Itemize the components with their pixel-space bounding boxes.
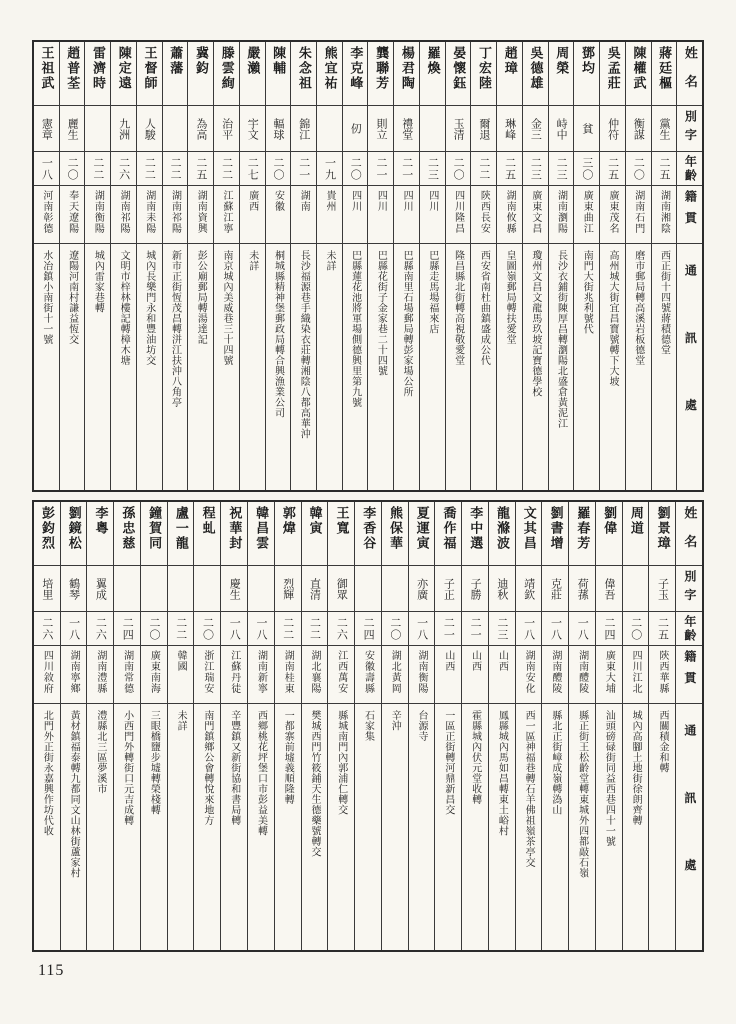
directory-table-upper <box>32 40 704 492</box>
header-native-place-label: 籍貫 <box>683 190 698 234</box>
person-name: 雷濟時 <box>91 46 107 91</box>
person-age: 二一 <box>374 156 387 181</box>
person-address: 瓊州文昌文龍馬玖坡記寶德學校 <box>529 250 541 397</box>
person-age: 二三 <box>426 156 439 181</box>
person-address: 西鄉桃花坪堡口市彭益美轉 <box>255 710 267 836</box>
person-column <box>34 502 60 950</box>
person-column <box>167 502 194 950</box>
person-address: 城內高腳土地街徐朗齊轉 <box>630 710 642 826</box>
person-column <box>213 42 239 490</box>
person-address: 南京城內美威巷三十四號 <box>221 250 232 366</box>
person-native-place: 四川 <box>426 190 438 212</box>
person-age: 二二 <box>143 156 156 181</box>
person-age: 二〇 <box>452 156 465 181</box>
person-native-place: 安徽壽縣 <box>362 650 374 694</box>
person-native-place: 湖南桂東 <box>282 650 294 694</box>
person-native-place: 廣東大埔 <box>603 650 615 694</box>
person-column <box>290 42 316 490</box>
person-native-place: 韓國 <box>175 650 187 672</box>
person-age: 二二 <box>174 616 187 641</box>
person-column <box>193 502 220 950</box>
person-name: 陳權武 <box>631 46 647 91</box>
person-native-place: 陝西長安 <box>478 190 490 234</box>
person-address: 桐城縣精神堡郵政局轉合興漁業公司 <box>272 250 284 418</box>
person-courtesy-name: 禮堂 <box>400 117 413 140</box>
person-courtesy-name: 宇文 <box>246 117 259 140</box>
person-native-place: 廣東茂名 <box>607 190 619 234</box>
person-age: 二〇 <box>629 616 642 641</box>
person-address: 磨市郵局轉高溪岩板德堂 <box>632 250 644 366</box>
person-name: 周榮 <box>554 46 570 76</box>
person-column <box>381 502 408 950</box>
person-name: 祝華封 <box>227 506 243 551</box>
person-courtesy-name: 鶴琴 <box>67 577 80 600</box>
person-name: 吳孟莊 <box>605 46 621 91</box>
person-native-place: 四川江北 <box>630 650 642 694</box>
person-address: 未詳 <box>246 250 258 271</box>
person-address: 一區正街轉河鼎新昌交 <box>442 710 454 815</box>
person-native-place: 江西萬安 <box>335 650 347 694</box>
person-age: 二四 <box>121 616 134 641</box>
header-age-label: 年齡 <box>683 154 698 183</box>
person-courtesy-name: 靖欽 <box>522 577 535 600</box>
person-name: 李克峰 <box>348 46 364 91</box>
person-address: 三眼橋鹽步墟轉榮棧轉 <box>148 710 160 815</box>
person-age: 二〇 <box>272 156 285 181</box>
person-age: 一八 <box>255 616 268 641</box>
person-courtesy-name: 荷蓀 <box>576 577 589 600</box>
person-native-place: 湖南湘陰 <box>658 190 670 234</box>
person-age: 二二 <box>477 156 490 181</box>
person-age: 二四 <box>602 616 615 641</box>
person-age: 二〇 <box>201 616 214 641</box>
person-name: 楊君陶 <box>399 46 415 91</box>
person-age: 二一 <box>442 616 455 641</box>
person-column <box>136 42 162 490</box>
person-column <box>316 42 342 490</box>
person-column <box>265 42 291 490</box>
person-age: 一八 <box>549 616 562 641</box>
person-age: 二二 <box>91 156 104 181</box>
header-name-label: 姓名 <box>682 46 698 104</box>
person-address: 辛豐鎮又新街協和書局轉 <box>228 710 240 826</box>
person-courtesy-name: 錦江 <box>297 117 310 140</box>
person-address: 縣北正街嶂成嶺轉溈山 <box>549 710 561 815</box>
person-address: 巴縣走馬場福來店 <box>426 250 438 334</box>
person-address: 彭公廟郵局轉湯達記 <box>195 250 207 345</box>
person-age: 一八 <box>415 616 428 641</box>
person-column <box>470 42 496 490</box>
person-column <box>651 42 677 490</box>
person-native-place: 湖南資興 <box>195 190 207 234</box>
person-name: 周道 <box>628 506 644 536</box>
person-native-place: 湖北襄陽 <box>308 650 320 694</box>
person-native-place: 安徽 <box>272 190 284 212</box>
person-courtesy-name: 人駿 <box>143 117 156 140</box>
person-age: 一九 <box>323 156 336 181</box>
person-address: 小西門外轉街口元吉成轉 <box>121 710 133 826</box>
person-age: 二二 <box>220 156 233 181</box>
person-column <box>461 502 488 950</box>
person-native-place: 貴州 <box>323 190 335 212</box>
person-address: 皇圖嶺郵局轉扶愛堂 <box>504 250 516 345</box>
person-age: 二二 <box>169 156 182 181</box>
person-address: 高州城大街宜昌寶號轉下大坡 <box>607 250 619 387</box>
person-age: 二五 <box>194 156 207 181</box>
person-column <box>599 42 625 490</box>
person-courtesy-name: 培里 <box>40 577 53 600</box>
header-courtesy-name-label: 別字 <box>683 109 698 148</box>
person-name: 李香谷 <box>361 506 377 551</box>
person-address: 長沙衣鋪街陳厚昌轉瀏陽北盛倉黃泥江 <box>555 250 567 429</box>
header-name-label: 姓名 <box>682 506 698 564</box>
person-courtesy-name: 子玉 <box>656 577 669 600</box>
person-column <box>301 502 328 950</box>
person-column <box>34 42 59 490</box>
header-address-label: 通訊處 <box>682 724 697 926</box>
person-native-place: 湖南醴陵 <box>576 650 588 694</box>
person-address: 巴縣南里石場郵局轉彭家場公所 <box>401 250 413 397</box>
person-age: 二六 <box>117 156 130 181</box>
person-address: 南門大街兆利號代 <box>581 250 593 334</box>
person-courtesy-name: 亦廣 <box>415 577 428 600</box>
person-column <box>515 502 542 950</box>
person-column <box>84 42 110 490</box>
person-age: 二〇 <box>147 616 160 641</box>
person-native-place: 廣西 <box>246 190 258 212</box>
person-address: 西正街十四號蔣積德堂 <box>658 250 670 355</box>
person-courtesy-name: 治平 <box>220 117 233 140</box>
person-courtesy-name: 偉吾 <box>602 577 615 600</box>
person-native-place: 廣東文昌 <box>529 190 541 234</box>
header-native-place-label: 籍貫 <box>682 650 697 694</box>
person-age: 二六 <box>94 616 107 641</box>
person-age: 二一 <box>297 156 310 181</box>
person-age: 二二 <box>308 616 321 641</box>
person-address: 新市正街恆茂昌轉洴江扶沖八角亭 <box>169 250 181 408</box>
person-name: 冀鈞 <box>193 46 209 76</box>
person-address: 隆昌縣北街轉高視敬愛堂 <box>452 250 464 366</box>
person-address: 巴縣蓮花池將軍場側德興里第九號 <box>349 250 361 408</box>
person-age: 二五 <box>658 156 671 181</box>
person-address: 西安省南杜曲鎮盛成公代 <box>478 250 490 366</box>
person-native-place: 湖南衡陽 <box>416 650 428 694</box>
person-column <box>220 502 247 950</box>
person-address: 西關積金和轉 <box>656 710 668 773</box>
person-native-place: 江蘇丹徒 <box>228 650 240 694</box>
person-column <box>140 502 167 950</box>
person-courtesy-name: 玉清 <box>452 117 465 140</box>
person-age: 二〇 <box>66 156 79 181</box>
person-column <box>354 502 381 950</box>
person-age: 一八 <box>522 616 535 641</box>
directory-table-lower <box>32 500 704 952</box>
person-name: 熊宜祐 <box>322 46 338 91</box>
person-name: 龔聯芳 <box>374 46 390 91</box>
person-native-place: 湖南安化 <box>523 650 535 694</box>
person-column <box>595 502 622 950</box>
person-native-place: 四川 <box>349 190 361 212</box>
person-column <box>622 502 649 950</box>
person-age: 二六 <box>335 616 348 641</box>
person-native-place: 湖南澧縣 <box>94 650 106 694</box>
person-name: 劉景璋 <box>655 506 671 551</box>
page-number: 115 <box>38 962 65 979</box>
header-courtesy-name-label: 別字 <box>682 569 697 608</box>
person-address: 霍縣城內伏元堂收轉 <box>469 710 481 805</box>
person-address: 樊城西門竹筱鋪天生德藥號轉交 <box>308 710 320 857</box>
person-column <box>408 502 435 950</box>
person-column <box>86 502 113 950</box>
person-address: 長沙福源巷手織染衣莊轉湘陰八都高華沖 <box>298 250 310 439</box>
person-age: 二五 <box>656 616 669 641</box>
person-column <box>274 502 301 950</box>
person-column <box>522 42 548 490</box>
person-age: 一八 <box>40 156 53 181</box>
person-name: 郭煒 <box>280 506 296 536</box>
person-name: 王祖武 <box>39 46 55 91</box>
person-address: 南門鎮鄉公會轉悅來地方 <box>201 710 213 826</box>
person-native-place: 浙江瑞安 <box>201 650 213 694</box>
person-courtesy-name: 烈輝 <box>281 577 294 600</box>
person-age: 二六 <box>40 616 53 641</box>
person-courtesy-name: 仲符 <box>606 117 619 140</box>
person-native-place: 湖南寧鄉 <box>68 650 80 694</box>
person-column <box>568 502 595 950</box>
person-native-place: 河南彰德 <box>40 190 52 234</box>
person-name: 孫忠慈 <box>120 506 136 551</box>
person-name: 滕雲絢 <box>219 46 235 91</box>
header-address-label: 通訊處 <box>683 264 698 466</box>
person-name: 羅煥 <box>425 46 441 76</box>
person-column <box>573 42 599 490</box>
person-age: 二五 <box>503 156 516 181</box>
person-column <box>445 42 471 490</box>
person-address: 西一區神福巷轉石羊佛祖嶺茶亭交 <box>523 710 535 868</box>
person-name: 王督師 <box>142 46 158 91</box>
person-age: 二三 <box>529 156 542 181</box>
person-column <box>342 42 368 490</box>
person-native-place: 湖南 <box>298 190 310 212</box>
person-name: 彭鈞烈 <box>40 506 56 551</box>
person-name: 丁宏陸 <box>477 46 493 91</box>
person-age: 二〇 <box>632 156 645 181</box>
person-column <box>548 42 574 490</box>
person-name: 吳德雄 <box>528 46 544 91</box>
person-name: 夏運寅 <box>414 506 430 551</box>
person-address: 鳳縣城內馬如昌轉東土峪村 <box>496 710 508 836</box>
person-name: 朱念祖 <box>296 46 312 91</box>
person-name: 韓寅 <box>307 506 323 536</box>
person-courtesy-name: 衡謀 <box>632 117 645 140</box>
person-courtesy-name: 貧 <box>580 123 593 134</box>
person-courtesy-name: 為高 <box>194 117 207 140</box>
person-age: 一八 <box>228 616 241 641</box>
person-courtesy-name: 金三 <box>529 117 542 140</box>
person-address: 遼陽河南村謙益恆交 <box>66 250 78 345</box>
person-courtesy-name: 直清 <box>308 577 321 600</box>
person-age: 二一 <box>400 156 413 181</box>
person-age: 二四 <box>362 616 375 641</box>
person-native-place: 湖南瀏陽 <box>555 190 567 234</box>
person-column <box>110 42 136 490</box>
person-name: 鐘賀同 <box>147 506 163 551</box>
person-courtesy-name: 黨生 <box>658 117 671 140</box>
person-courtesy-name: 峙中 <box>555 117 568 140</box>
person-column <box>434 502 461 950</box>
person-native-place: 湖北黃岡 <box>389 650 401 694</box>
person-column <box>113 502 140 950</box>
header-column-lower <box>675 502 702 950</box>
person-courtesy-name: 翼成 <box>94 577 107 600</box>
person-column <box>488 502 515 950</box>
person-courtesy-name: 輻球 <box>272 117 285 140</box>
person-address: 巴縣花街子金家巷二十四號 <box>375 250 387 376</box>
person-age: 二五 <box>606 156 619 181</box>
person-native-place: 山西 <box>442 650 454 672</box>
person-address: 縣城南門內郭浦仁轉交 <box>335 710 347 815</box>
person-native-place: 湖南石門 <box>632 190 644 234</box>
person-address: 黃材鎮福泰轉九都同文山林街蘆家村 <box>68 710 80 878</box>
person-address: 辛沖 <box>389 710 401 731</box>
header-column-upper <box>676 42 702 490</box>
person-address: 未詳 <box>323 250 335 271</box>
person-name: 程虬 <box>200 506 216 536</box>
person-age: 二一 <box>469 616 482 641</box>
person-native-place: 山西 <box>496 650 508 672</box>
person-address: 未詳 <box>175 710 187 731</box>
person-age: 二二 <box>281 616 294 641</box>
person-courtesy-name: 則立 <box>374 117 387 140</box>
person-name: 王寬 <box>334 506 350 536</box>
person-name: 盧一龍 <box>173 506 189 551</box>
person-address: 縣正街王松齡堂轉東城外四都敲石嶺 <box>576 710 588 878</box>
person-name: 喬作福 <box>441 506 457 551</box>
person-name: 熊保華 <box>387 506 403 551</box>
person-address: 北門外正街永嘉興作坊代收 <box>41 710 53 836</box>
person-native-place: 湖南攸縣 <box>504 190 516 234</box>
person-native-place: 四川敘府 <box>41 650 53 694</box>
person-native-place: 湖南新寧 <box>255 650 267 694</box>
person-native-place: 湖南常德 <box>121 650 133 694</box>
person-column <box>393 42 419 490</box>
person-column <box>541 502 568 950</box>
person-native-place: 湖南醴陵 <box>549 650 561 694</box>
person-courtesy-name: 九洲 <box>117 117 130 140</box>
person-courtesy-name: 麗生 <box>66 117 79 140</box>
person-age: 二三 <box>495 616 508 641</box>
person-name: 羅春芳 <box>575 506 591 551</box>
person-age: 二七 <box>246 156 259 181</box>
person-address: 一都寨前墟義順隆轉 <box>282 710 294 805</box>
person-name: 劉鏡松 <box>66 506 82 551</box>
person-courtesy-name: 琳峰 <box>503 117 516 140</box>
header-age-label: 年齡 <box>682 614 697 643</box>
person-column <box>60 502 87 950</box>
person-column <box>59 42 85 490</box>
person-name: 韓昌雲 <box>254 506 270 551</box>
person-name: 趙普荃 <box>65 46 81 91</box>
person-column <box>327 502 354 950</box>
person-name: 趙璋 <box>502 46 518 76</box>
person-name: 嚴瀨 <box>245 46 261 76</box>
person-age: 一八 <box>67 616 80 641</box>
person-native-place: 奉天遼陽 <box>66 190 78 234</box>
person-address: 汕頭磅碌街同益西巷四十一號 <box>603 710 615 847</box>
person-address: 城內長樂門永和豐油坊交 <box>143 250 155 366</box>
person-native-place: 湖南耒陽 <box>143 190 155 234</box>
person-age: 一八 <box>576 616 589 641</box>
person-name: 龍滌波 <box>495 506 511 551</box>
person-name: 晏懷鈺 <box>451 46 467 91</box>
person-column <box>162 42 188 490</box>
person-native-place: 四川 <box>375 190 387 212</box>
person-column <box>496 42 522 490</box>
person-column <box>419 42 445 490</box>
person-courtesy-name: 憲章 <box>40 117 53 140</box>
person-courtesy-name: 慶生 <box>228 577 241 600</box>
person-address: 城內雷家巷轉 <box>92 250 104 313</box>
person-address: 文明市梓林樓記轉樟木塘 <box>118 250 130 366</box>
person-name: 文其昌 <box>521 506 537 551</box>
person-column <box>247 502 274 950</box>
person-native-place: 廣東南海 <box>148 650 160 694</box>
person-native-place: 湖南祁陽 <box>118 190 130 234</box>
person-native-place: 山西 <box>469 650 481 672</box>
person-courtesy-name: 仞 <box>349 123 362 134</box>
person-native-place: 四川 <box>401 190 413 212</box>
person-native-place: 湖南衡陽 <box>92 190 104 234</box>
person-native-place: 湖南祁陽 <box>169 190 181 234</box>
person-address: 石家集 <box>362 710 374 742</box>
person-address: 水冶鎮小南街十一號 <box>40 250 52 345</box>
person-courtesy-name: 爾退 <box>477 117 490 140</box>
person-name: 劉偉 <box>602 506 618 536</box>
person-name: 蕭藩 <box>168 46 184 76</box>
person-column <box>187 42 213 490</box>
person-name: 蔣廷樞 <box>657 46 673 91</box>
person-courtesy-name: 克莊 <box>549 577 562 600</box>
person-native-place: 江蘇江寧 <box>221 190 232 234</box>
person-courtesy-name: 子正 <box>442 577 455 600</box>
person-name: 鄧均 <box>579 46 595 76</box>
person-age: 二三 <box>555 156 568 181</box>
person-column <box>648 502 675 950</box>
person-age: 三〇 <box>580 156 593 181</box>
person-name: 陳定遠 <box>116 46 132 91</box>
person-native-place: 陝西華縣 <box>656 650 668 694</box>
person-courtesy-name: 迪秋 <box>495 577 508 600</box>
person-column <box>625 42 651 490</box>
person-courtesy-name: 子勝 <box>469 577 482 600</box>
person-name: 李中選 <box>468 506 484 551</box>
person-native-place: 廣東曲江 <box>581 190 593 234</box>
person-address: 台源寺 <box>416 710 428 742</box>
person-column <box>367 42 393 490</box>
person-name: 劉書增 <box>548 506 564 551</box>
person-address: 澧縣北三區夢溪市 <box>94 710 106 794</box>
person-courtesy-name: 御眾 <box>335 577 348 600</box>
person-name: 陳輔 <box>271 46 287 76</box>
person-native-place: 四川隆昌 <box>452 190 464 234</box>
person-name: 李粵 <box>93 506 109 536</box>
person-age: 二〇 <box>349 156 362 181</box>
person-column <box>239 42 265 490</box>
person-age: 二〇 <box>388 616 401 641</box>
